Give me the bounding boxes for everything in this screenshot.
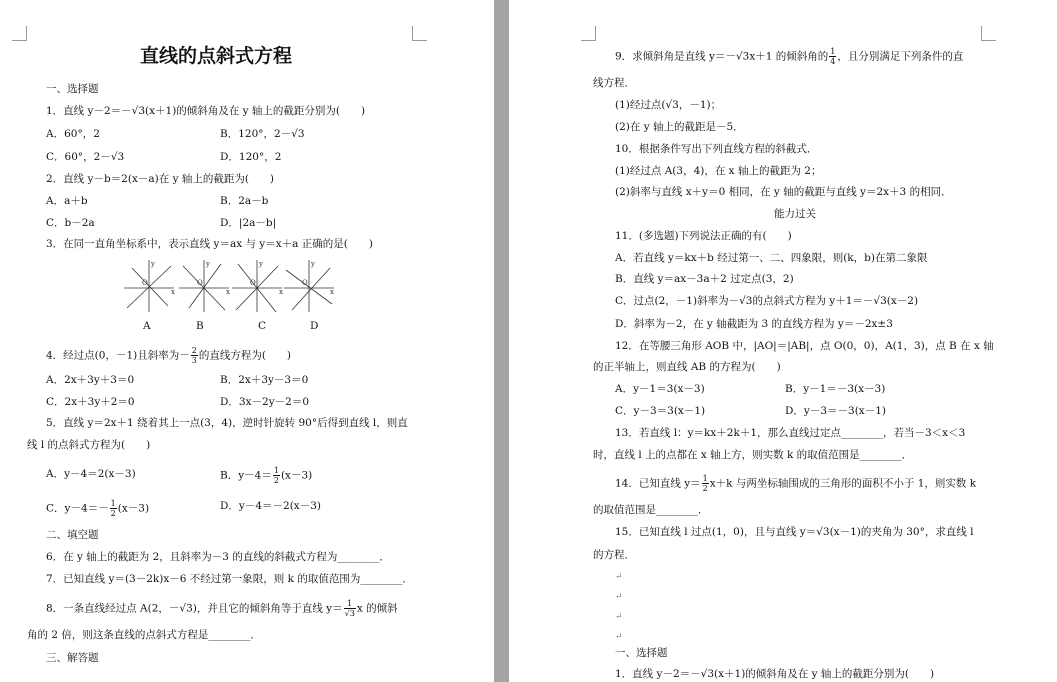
svg-text:O: O (250, 279, 256, 287)
graph-b-icon (179, 260, 229, 312)
q2-option-a: A．a＋b (46, 195, 88, 207)
q9-post: ，且分别满足下列条件的直 (837, 50, 964, 63)
q2-option-d: D．|2a－b| (220, 217, 277, 229)
q4-option-a: A．2x＋3y＋3＝0 (46, 374, 135, 386)
q1-option-a: A．60°，2 (46, 128, 100, 140)
q4-text-post: 的直线方程为( ) (198, 349, 292, 362)
question-7: 7．已知直线 y＝(3－2k)x－6 不经过第一象限，则 k 的取值范围为________． (46, 573, 413, 585)
q14-pre: 14．已知直线 y＝ (615, 477, 701, 490)
section-heading-choice: 一、选择题 (46, 83, 99, 95)
q10-part-1: (1)经过点 A(3，4)，在 x 轴上的截距为 2； (615, 165, 822, 177)
q11-option-b: B．直线 y＝ax－3a＋2 过定点(3，2) (615, 273, 794, 285)
q9-fraction (829, 47, 836, 66)
q14-fraction (702, 474, 709, 493)
question-5-line-2: 线 l 的点斜式方程为( ) (27, 439, 151, 451)
q5b-fraction (273, 466, 280, 485)
q3-graphs-svg (124, 258, 334, 314)
q5c-post: (x－3) (117, 502, 150, 515)
q12-option-c: C．y－3＝3(x－1) (615, 405, 706, 417)
graph-c-icon (232, 260, 282, 312)
q9-part-1: (1)经过点(√3，－1)； (615, 99, 722, 111)
svg-text:O: O (302, 279, 308, 287)
q1-option-c: C．60°，2－√3 (46, 151, 125, 163)
svg-text:x: x (279, 288, 283, 296)
q14-num: 1 (702, 474, 708, 483)
question-15-line-2: 的方程． (593, 549, 635, 561)
q12-option-b: B．y－1＝－3(x－3) (785, 383, 886, 395)
question-3: 3．在同一直角坐标系中，表示直线 y＝ax 与 y＝x＋a 正确的是( ) (46, 238, 373, 250)
section-heading-choice-repeat: 一、选择题 (615, 647, 668, 659)
paragraph-mark-2: ↵ (615, 592, 623, 602)
svg-text:x: x (226, 288, 230, 296)
paragraph-mark-1: ↵ (615, 572, 623, 582)
q11-option-d: D．斜率为－2，在 y 轴截距为 3 的直线方程为 y＝－2x±3 (615, 318, 893, 330)
q8-pre: 8．一条直线经过点 A(2，－√3)，并且它的倾斜角等于直线 y＝ (46, 602, 343, 615)
question-14 (615, 474, 976, 493)
q9-pre: 9．求倾斜角是直线 y＝－√3x＋1 的倾斜角的 (615, 50, 829, 63)
graph-label-b: B (196, 320, 204, 332)
question-6: 6．在 y 轴上的截距为 2，且斜率为－3 的直线的斜截式方程为________． (46, 551, 390, 563)
q1-option-b: B．120°，2－√3 (220, 128, 305, 140)
question-5-line-1: 5．直线 y＝2x＋1 绕着其上一点(3，4)，逆时针旋转 90°后得到直线 l，则直 (46, 417, 408, 429)
page-gutter (494, 0, 509, 682)
q5b-den: 2 (273, 476, 279, 485)
q8-num: 1 (344, 599, 356, 609)
graph-label-a: A (143, 320, 151, 332)
q3-graphs (124, 258, 334, 318)
graph-label-c: C (258, 320, 267, 332)
question-12-line-1: 12．在等腰三角形 AOB 中，|AO|＝|AB|，点 O(0，0)，A(1，3)，点 B 在 x 轴 (615, 340, 994, 352)
q4-option-b: B．2x＋3y－3＝0 (220, 374, 309, 386)
q14-post: x＋k 与两坐标轴围成的三角形的面积不小于 1，则实数 k (709, 477, 977, 490)
q10-part-2: (2)斜率与直线 x＋y＝0 相同，在 y 轴的截距与直线 y＝2x＋3 的相同． (615, 186, 952, 198)
q4-fraction-den: 3 (191, 356, 197, 365)
section-heading-answer: 三、解答题 (46, 652, 99, 664)
q8-post: x 的倾斜 (356, 602, 398, 615)
page-right[interactable] (509, 0, 1057, 682)
q9-num: 1 (830, 47, 836, 56)
q5c-num: 1 (110, 499, 116, 508)
q1-option-d: D．120°，2 (220, 151, 282, 163)
section-heading-ability: 能力过关 (774, 208, 816, 220)
q5b-post: (x－3) (280, 469, 313, 482)
question-13-line-2: 时，直线 l 上的点都在 x 轴上方，则实数 k 的取值范围是________． (593, 449, 913, 461)
q2-option-b: B．2a－b (220, 195, 269, 207)
q4-option-d: D．3x－2y－2＝0 (220, 396, 309, 408)
q5-option-c (46, 499, 149, 518)
svg-text:x: x (330, 288, 334, 296)
question-12-line-2: 的正半轴上，则直线 AB 的方程为( ) (593, 361, 781, 373)
svg-text:O: O (142, 279, 148, 287)
question-9-line-2: 线方程． (593, 77, 635, 89)
q5-option-d: D．y－4＝－2(x－3) (220, 500, 322, 512)
section-heading-fill: 二、填空题 (46, 529, 99, 541)
q5-option-a: A．y－4＝2(x－3) (46, 468, 136, 480)
question-2: 2．直线 y－b＝2(x－a)在 y 轴上的截距为( ) (46, 173, 275, 185)
q2-option-c: C．b－2a (46, 217, 95, 229)
q4-fraction (191, 346, 198, 365)
paragraph-mark-4: ↵ (615, 632, 623, 642)
question-8-line-2: 角的 2 倍，则这条直线的点斜式方程是________． (27, 629, 261, 641)
svg-text:O: O (197, 279, 203, 287)
crop-mark-top-right-right-page (981, 26, 996, 41)
q5-option-b (220, 466, 312, 485)
q11-option-a: A．若直线 y＝kx＋b 经过第一、二、四象限，则(k，b)在第二象限 (615, 252, 928, 264)
graph-label-d: D (310, 320, 319, 332)
svg-text:x: x (171, 288, 175, 296)
q9-den: 4 (830, 57, 836, 66)
q14-den: 2 (702, 484, 708, 493)
q5b-pre: B．y－4＝ (220, 469, 272, 482)
graph-d-icon (284, 260, 334, 312)
q5c-fraction (110, 499, 117, 518)
question-1-repeat: 1．直线 y－2＝－√3(x＋1)的倾斜角及在 y 轴上的截距分别为( ) (615, 668, 935, 680)
q5c-den: 2 (110, 509, 116, 518)
q4-text-pre: 4．经过点(0，－1)且斜率为－ (46, 349, 190, 362)
question-1: 1．直线 y－2＝－√3(x＋1)的倾斜角及在 y 轴上的截距分别为( ) (46, 105, 366, 117)
question-4 (46, 346, 291, 365)
q11-option-c: C．过点(2，－1)斜率为－√3的点斜式方程为 y＋1＝－√3(x－2) (615, 295, 919, 307)
question-8 (46, 599, 398, 618)
question-10: 10．根据条件写出下列直线方程的斜截式． (615, 143, 818, 155)
question-13-line-1: 13．若直线 l：y＝kx＋2k＋1，那么直线过定点________，若当－3＜x＜3 (615, 427, 966, 439)
q12-option-a: A．y－1＝3(x－3) (615, 383, 705, 395)
q4-option-c: C．2x＋3y＋2＝0 (46, 396, 135, 408)
q8-fraction (344, 599, 356, 618)
q8-den: √3 (344, 609, 355, 618)
question-11: 11．(多选题)下列说法正确的有( ) (615, 230, 792, 242)
q5c-pre: C．y－4＝－ (46, 502, 109, 515)
svg-text:y: y (311, 260, 315, 268)
question-15-line-1: 15．已知直线 l 过点(1，0)，且与直线 y＝√3(x－1)的夹角为 30°，求直线 l (615, 526, 974, 538)
q12-option-d: D．y－3＝－3(x－1) (785, 405, 887, 417)
graph-a-icon (124, 260, 174, 312)
q4-fraction-num: 2 (191, 346, 197, 355)
svg-text:y: y (259, 260, 263, 268)
crop-mark-top-right (412, 26, 427, 41)
document-title: 直线的点斜式方程 (140, 45, 293, 67)
question-9 (615, 47, 963, 66)
page-left[interactable] (0, 0, 494, 682)
svg-text:y: y (151, 260, 155, 268)
crop-mark-top-left-right-page (581, 26, 596, 41)
q9-part-2: (2)在 y 轴上的截距是－5． (615, 121, 744, 133)
q5b-num: 1 (273, 466, 279, 475)
svg-text:y: y (206, 260, 210, 268)
question-14-line-2: 的取值范围是________． (593, 504, 709, 516)
crop-mark-top-left (12, 26, 27, 41)
paragraph-mark-3: ↵ (615, 612, 623, 622)
